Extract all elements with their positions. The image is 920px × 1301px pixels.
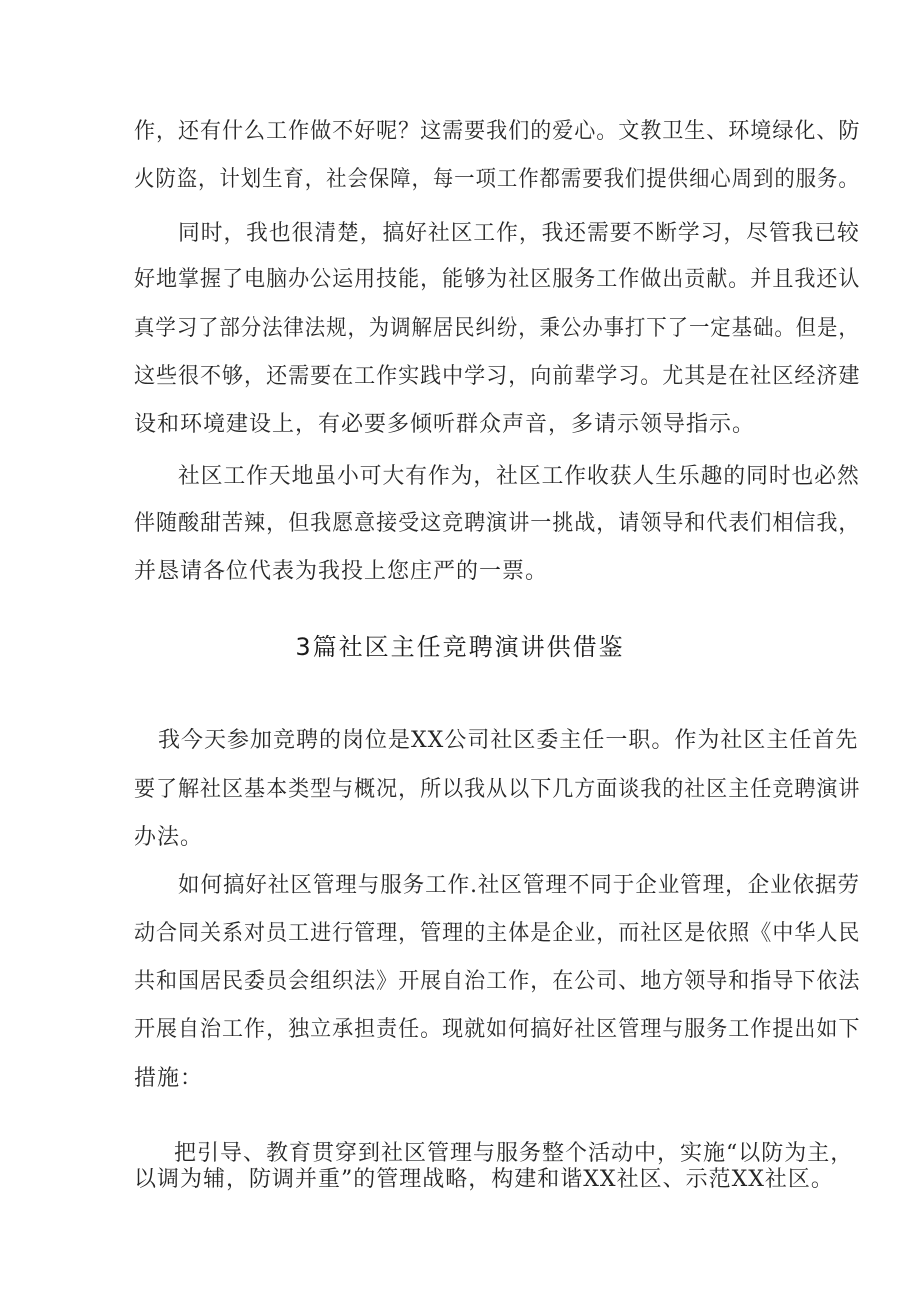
- paragraph-first-line: 把引导、教育贯穿到社区管理与服务整个活动中，实施“以防为主，: [174, 1141, 854, 1166]
- paragraph-first-line: 如何搞好社区管理与服务工作.社区管理不同于企业管理，企业依据劳: [178, 873, 860, 898]
- text-line: 办法。: [134, 825, 204, 850]
- text-line: 作，还有什么工作做不好呢？这需要我们的爱心。文教卫生、环境绿化、防: [134, 119, 861, 144]
- text-line: 好地掌握了电脑办公运用技能，能够为社区服务工作做出贡献。并且我还认: [134, 267, 861, 292]
- text-line: 措施：: [134, 1066, 204, 1091]
- section-heading: 3篇社区主任竞聘演讲供借鉴: [295, 633, 625, 661]
- text-line: 开展自治工作，独立承担责任。现就如何搞好社区管理与服务工作提出如下: [134, 1017, 861, 1042]
- paragraph-first-line: 我今天参加竞聘的岗位是XX公司社区委主任一职。作为社区主任首先: [158, 728, 859, 753]
- text-line: 并恳请各位代表为我投上您庄严的一票。: [134, 559, 549, 584]
- text-line: 设和环境建设上，有必要多倾听群众声音，多请示领导指示。: [134, 412, 756, 437]
- text-line: 火防盗，计划生育，社会保障，每一项工作都需要我们提供细心周到的服务。: [134, 167, 860, 192]
- text-line: 动合同关系对员工进行管理，管理的主体是企业，而社区是依照《中华人民: [134, 921, 861, 946]
- paragraph-first-line: 社区工作天地虽小可大有作为，社区工作收获人生乐趣的同时也必然: [178, 464, 860, 489]
- text-line: 要了解社区基本类型与概况，所以我从以下几方面谈我的社区主任竞聘演讲: [134, 777, 861, 802]
- text-line: 共和国居民委员会组织法》开展自治工作，在公司、地方领导和指导下依法: [134, 969, 861, 994]
- paragraph-first-line: 同时，我也很清楚，搞好社区工作，我还需要不断学习，尽管我已较: [178, 221, 860, 246]
- text-line: 这些很不够，还需要在工作实践中学习，向前辈学习。尤其是在社区经济建: [134, 364, 861, 389]
- text-line: 伴随酸甜苦辣，但我愿意接受这竞聘演讲一挑战，请领导和代表们相信我，: [134, 511, 861, 536]
- text-line: 以调为辅，防调并重”的管理战略，构建和谐XX社区、示范XX社区。: [134, 1167, 834, 1192]
- text-line: 真学习了部分法律法规，为调解居民纠纷，秉公办事打下了一定基础。但是，: [134, 316, 860, 341]
